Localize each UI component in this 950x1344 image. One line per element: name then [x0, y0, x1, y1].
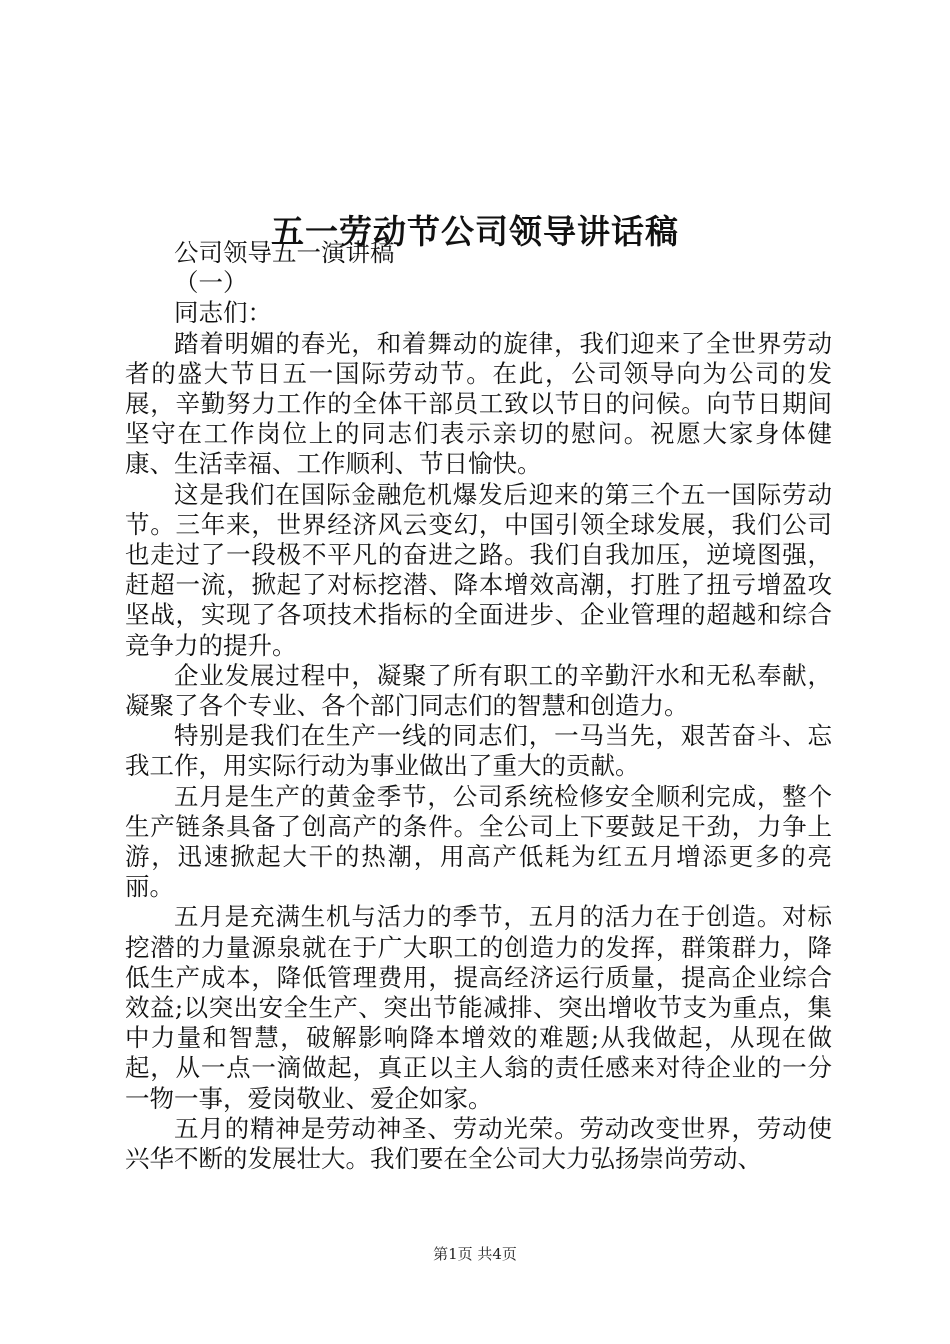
document-title: 五一劳动节公司领导讲话稿	[271, 212, 679, 252]
paragraph: 踏着明媚的春光，和着舞动的旋律，我们迎来了全世界劳动者的盛大节日五一国际劳动节。在此，公司领导向为公司的发展，辛勤努力工作的全体干部员工致以节日的问候。向节日期间坚守在工作岗位上的同志们表示亲切的慰问。祝愿大家身体健康、生活幸福、工作顺利、节日愉快。	[125, 328, 832, 479]
paragraph-salutation: 同志们：	[174, 298, 272, 328]
page-footer: 第1页 共4页	[433, 1245, 517, 1263]
paragraph: 特别是我们在生产一线的同志们，一马当先，艰苦奋斗、忘我工作，用实际行动为事业做出了重大的贡献。	[125, 721, 832, 781]
paragraph: 企业发展过程中，凝聚了所有职工的辛勤汗水和无私奉献，凝聚了各个专业、各个部门同志们的智慧和创造力。	[125, 660, 832, 721]
paragraph: 五月是充满生机与活力的季节，五月的活力在于创造。对标挖潜的力量源泉就在于广大职工的创造力的发挥，群策群力，降低生产成本，降低管理费用，提高经济运行质量，提高企业综合效益;以突出安全生产、突出节能减排、突出增收节支为重点，集中力量和智慧，破解影响降本增效的难题;从我做起，从现在做起，从一点一滴做起，真正以主人翁的责任感来对待企业的一分一物一事，爱岗敬业、爱企如家。	[125, 902, 832, 1113]
document-body	[125, 238, 832, 1174]
paragraph: 五月是生产的黄金季节，公司系统检修安全顺利完成，整个生产链条具备了创高产的条件。全公司上下要鼓足干劲，力争上游，迅速掀起大干的热潮，用高产低耗为红五月增添更多的亮丽。	[125, 781, 832, 902]
paragraph-section-number: （一）	[174, 268, 248, 298]
paragraph: 五月的精神是劳动神圣、劳动光荣。劳动改变世界，劳动使兴华不断的发展壮大。我们要在全公司大力弘扬崇尚劳动、	[125, 1113, 832, 1174]
paragraph: 这是我们在国际金融危机爆发后迎来的第三个五一国际劳动节。三年来，世界经济风云变幻，中国引领全球发展，我们公司也走过了一段极不平凡的奋进之路。我们自我加压，逆境图强，赶超一流，掀起了对标挖潜、降本增效高潮，打胜了扭亏增盈攻坚战，实现了各项技术指标的全面进步、企业管理的超越和综合竞争力的提升。	[125, 479, 832, 660]
paragraph-subtitle: 公司领导五一演讲稿	[174, 238, 395, 267]
